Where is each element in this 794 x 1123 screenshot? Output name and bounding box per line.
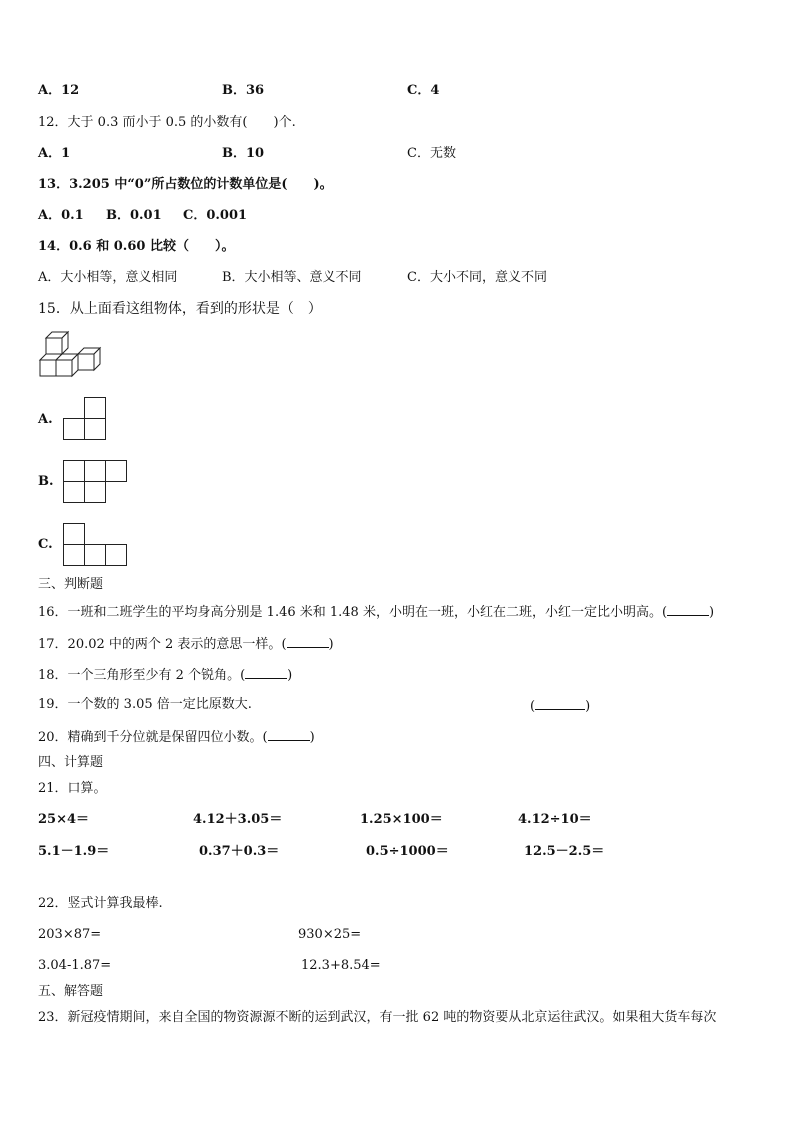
q14-stem: 14．0.6 和 0.60 比较（ ）。 <box>38 239 235 254</box>
q22-item-3: 3.04-1.87= <box>38 958 112 973</box>
q13-stem: 13．3.205 中“0”所占数位的计数单位是( )。 <box>38 177 333 192</box>
q21-item-1: 25×4＝ <box>38 812 90 827</box>
q21-item-5: 5.1－1.9＝ <box>38 844 110 859</box>
section-5-title: 五、解答题 <box>38 984 104 999</box>
q21-item-2: 4.12＋3.05＝ <box>193 812 283 827</box>
q12-option-b: B．10 <box>222 146 265 161</box>
q15-option-b-label: B. <box>38 474 54 489</box>
q11-option-b: B．36 <box>222 83 265 98</box>
q21-item-6: 0.37＋0.3＝ <box>199 844 280 859</box>
q16-stem: 16．一班和二班学生的平均身高分别是 1.46 米和 1.48 米，小明在一班，小红在二班，小红一定比小明高。 <box>38 605 662 620</box>
q17-line: 17．20.02 中的两个 2 表示的意思一样。( ) <box>38 637 334 652</box>
q19-answer: ( ) <box>530 699 591 714</box>
q15-option-c-label: C. <box>38 537 53 552</box>
q16-answer-blank[interactable] <box>667 603 709 616</box>
q11-option-c: C．4 <box>407 83 440 98</box>
q13-option-a: A．0.1 <box>38 208 84 223</box>
q22-item-4: 12.3+8.54= <box>301 958 381 973</box>
q12-option-c: C．无数 <box>407 146 456 161</box>
q20-answer-blank[interactable] <box>268 728 310 741</box>
q22-item-1: 203×87= <box>38 927 102 942</box>
q12-stem: 12．大于 0.3 而小于 0.5 的小数有( )个. <box>38 115 296 130</box>
q18-line: 18．一个三角形至少有 2 个锐角。( ) <box>38 668 293 683</box>
q21-stem: 21．口算。 <box>38 781 107 796</box>
q20-line: 20．精确到千分位就是保留四位小数。( ) <box>38 730 315 745</box>
q15-stem: 15．从上面看这组物体，看到的形状是（ ） <box>38 301 322 317</box>
q16-line: 16．一班和二班学生的平均身高分别是 1.46 米和 1.48 米，小明在一班，小红在二班，小红一定比小明高。( ) <box>38 605 715 620</box>
q14-option-a: A．大小相等，意义相同 <box>38 270 178 285</box>
q20-stem: 20．精确到千分位就是保留四位小数。 <box>38 730 263 745</box>
q15-option-a-figure <box>63 397 107 441</box>
q21-item-4: 4.12÷10＝ <box>518 812 592 827</box>
q23-stem: 23．新冠疫情期间，来自全国的物资源源不断的运到武汉，有一批 62 吨的物资要从北京运往武汉。如果租大货车每次 <box>38 1010 717 1025</box>
q15-option-b-figure <box>63 460 129 504</box>
q15-option-a-label: A. <box>38 412 53 427</box>
cube-stack-figure <box>36 330 106 382</box>
q13-option-c: C．0.001 <box>183 208 248 223</box>
q11-option-a: A．12 <box>38 83 80 98</box>
section-3-title: 三、判断题 <box>38 577 104 592</box>
q22-stem: 22．竖式计算我最棒. <box>38 896 163 911</box>
q17-stem: 17．20.02 中的两个 2 表示的意思一样。 <box>38 637 282 652</box>
q21-item-7: 0.5÷1000＝ <box>366 844 449 859</box>
q15-option-c-figure <box>63 523 129 567</box>
q14-option-c: C．大小不同，意义不同 <box>407 270 547 285</box>
q18-stem: 18．一个三角形至少有 2 个锐角。 <box>38 668 241 683</box>
section-4-title: 四、计算题 <box>38 755 104 770</box>
q22-item-2: 930×25= <box>298 927 362 942</box>
q21-item-3: 1.25×100＝ <box>360 812 443 827</box>
q18-answer-blank[interactable] <box>245 666 287 679</box>
q14-option-b: B．大小相等、意义不同 <box>222 270 362 285</box>
q19-answer-blank[interactable] <box>535 697 585 710</box>
q17-answer-blank[interactable] <box>287 635 329 648</box>
q13-option-b: B．0.01 <box>106 208 162 223</box>
q21-item-8: 12.5－2.5＝ <box>524 844 605 859</box>
q12-option-a: A．1 <box>38 146 71 161</box>
q19-stem: 19．一个数的 3.05 倍一定比原数大. <box>38 697 252 712</box>
